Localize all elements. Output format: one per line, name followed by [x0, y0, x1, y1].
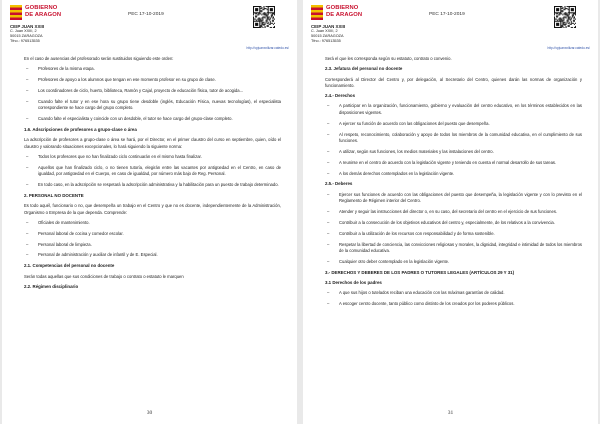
dash-bullet: –	[26, 182, 29, 188]
list-item-text: Respetar la libertad de conciencia, las convicciones religiosas y morales, la dignidad, integridad e intimidad de todos los miembros de la comunidad educativa.	[339, 241, 582, 253]
page-number: 30	[146, 410, 153, 416]
list-item-text: Personal de administración y auxiliar de infantil y de E. Especial.	[38, 252, 158, 258]
list-item	[325, 220, 582, 226]
list-item	[24, 99, 281, 112]
section-heading: 2.4.- Derechos	[325, 93, 356, 99]
list-item-text: Cualquier otro deber contemplado en la legislación vigente.	[339, 258, 450, 264]
list-item	[325, 121, 582, 127]
section-heading: 1.6. Adscripciones de profesores a grupo-clase o área	[24, 127, 137, 133]
dash-bullet: –	[327, 230, 330, 236]
address-line: C. Juan XXIII, 2	[10, 29, 37, 33]
dash-bullet: –	[327, 103, 330, 109]
list-item	[325, 103, 582, 116]
postcode-line: 50015 ZARAGOZA	[311, 34, 344, 38]
dash-bullet: –	[327, 159, 330, 165]
postcode-line: 50015 ZARAGOZA	[10, 34, 43, 38]
logo-line-2: DE ARAGON	[25, 12, 62, 18]
list-item	[24, 66, 281, 72]
list-item-text: Profesores de la misma etapa.	[38, 66, 95, 72]
list-item-text: Contribuir a la utilización de los recursos con responsabilidad y de forma sostenible.	[339, 230, 495, 236]
school-address	[311, 24, 345, 44]
list-item-text: A reunirse en el centro de acuerdo con la legislación vigente y teniendo en cuenta el normal desarrollo de sus tareas.	[339, 159, 557, 165]
logo-line-1: GOBIERNO	[326, 5, 359, 11]
document-page-right	[303, 0, 598, 424]
pec-date: PEC 17-10-2019	[429, 12, 465, 17]
list-item-text: A escoger centro docente, tanto público como distinto de los creados por los poderes públicos.	[339, 301, 515, 307]
pec-date: PEC 17-10-2019	[128, 12, 164, 17]
address-line: C. Juan XXIII, 2	[311, 29, 338, 33]
dash-bullet: –	[26, 88, 29, 94]
list-item	[325, 290, 582, 296]
list-item	[325, 231, 582, 237]
list-item-text: Personal laboral de cocina y comedor escolar.	[38, 230, 124, 236]
list-item	[24, 231, 281, 237]
dash-bullet: –	[327, 301, 330, 307]
list-item-text: Cuando falte el tutor y en ese hora su grupo tiene desdoble (inglés, Educación Física, nuevas tecnologías), el especialista correspondiente se hace cargo del grupo completo.	[38, 98, 281, 111]
section-heading: 3.1 Derechos de los padres	[325, 279, 382, 285]
list-item-text: Aquellos que han finalizado ciclo, o no tienen tutoría, elegirán entre las vacantes por antigüedad en el Centro, en caso de igualdad, por antigüedad en el Cuerpo, en caso de igualdad, por número más bajo de Reg. Personal.	[38, 164, 281, 177]
list-item	[24, 242, 281, 248]
list-item	[24, 182, 281, 188]
paragraph: Será el que les corresponda según su estatuto, contrato o convenio.	[325, 56, 452, 61]
list-item	[24, 252, 281, 258]
phone-line: Tfno.: 976513535	[311, 39, 341, 43]
list-item	[325, 160, 582, 166]
aragon-flag-icon	[10, 5, 22, 20]
list-item-text: A utilizar, según sus funciones, los medios materiales y las instalaciones del centro.	[339, 148, 494, 154]
paragraph: Corresponderá al Director del Centro y, por delegación, al Secretario del Centro, quienes darán las normas de organización y funcionamiento.	[325, 76, 582, 88]
list-item	[24, 116, 281, 122]
dash-bullet: –	[327, 120, 330, 126]
list-item-text: A que sus hijos o tutelados reciban una educación con las máximas garantías de calidad.	[339, 290, 505, 296]
list-item	[24, 220, 281, 226]
logo-line-2: DE ARAGON	[326, 12, 363, 18]
dash-bullet: –	[327, 148, 330, 154]
section-heading: 2.2. Régimen disciplinario	[24, 283, 79, 289]
school-address	[10, 24, 44, 44]
phone-line: Tfno.: 976513535	[10, 39, 40, 43]
list-item-text: Los coordinadores de ciclo, huerto, biblioteca, Ramón y Cajal, proyecto de educación física, tutor de acogida...	[38, 88, 244, 94]
list-item-text: Al respeto, reconocimiento, colaboración y apoyo de todos los miembros de la comunidad educativa, en el cumplimiento de sus funciones.	[339, 131, 582, 143]
list-item	[325, 242, 582, 255]
dash-bullet: –	[327, 219, 330, 225]
dash-bullet: –	[327, 191, 330, 197]
dash-bullet: –	[26, 164, 29, 170]
paragraph: Serán todas aquellas que sus condiciones de trabajo o contrato o estatuto le marquen	[24, 273, 184, 279]
dash-bullet: –	[26, 98, 29, 104]
paragraph: En el caso de ausencias del profesorado serán sustituidos siguiendo este orden:	[24, 56, 174, 61]
document-page-left	[2, 0, 297, 424]
school-url-link[interactable]: http://cpjuanxxiiizar.catedu.es/	[547, 46, 590, 50]
section-heading: 2.1. Competencias del personal no docente	[24, 263, 115, 269]
list-item	[24, 165, 281, 178]
page-body	[24, 56, 281, 294]
section-heading: 2. PERSONAL NO DOCENTE	[24, 192, 84, 198]
list-item	[325, 132, 582, 145]
list-item	[24, 77, 281, 83]
list-item-text: Contribuir a la consecución de los objetivos educativos del centro y, especialmente, de los relativos a la convivencia.	[339, 219, 555, 225]
dash-bullet: –	[26, 153, 29, 159]
list-item	[325, 171, 582, 177]
dash-bullet: –	[26, 241, 29, 247]
list-item	[24, 154, 281, 160]
list-item-text: Ejercer sus funciones de acuerdo con las obligaciones del puesto que desempeña, la legislación vigente y con lo previsto en el Reglamento de Régimen interior del Centro.	[339, 191, 582, 204]
list-item-text: A participar en la organización, funcionamiento, gobierno y evaluación del centro educativo, en los términos establecidos en las disposiciones vigentes.	[339, 103, 582, 115]
list-item	[24, 88, 281, 94]
section-heading: 2.3. Jefatura del personal no docente	[325, 66, 403, 72]
dash-bullet: –	[26, 77, 29, 83]
list-item-text: Atender y seguir las instrucciones del director o, en su caso, del secretario del centro en el ejercicio de sus funciones.	[339, 208, 558, 214]
page-header	[311, 4, 590, 50]
dash-bullet: –	[26, 66, 29, 72]
school-url-link[interactable]: http://cpjuanxxiiizar.catedu.es/	[246, 46, 289, 50]
list-item	[325, 149, 582, 155]
dash-bullet: –	[327, 241, 330, 247]
qr-code-icon	[554, 6, 576, 28]
list-item-text: Personal laboral de limpieza.	[38, 241, 92, 247]
logo-line-1: GOBIERNO	[25, 5, 58, 11]
section-heading: 3.- DERECHOS Y DEBERES DE LOS PADRES O TUTORES LEGALES (ARTÍCULOS 29 Y 31)	[325, 269, 515, 275]
list-item-text: Todos los profesores que no han finalizado ciclo continuarán en el mismo hasta finalizar.	[38, 153, 202, 159]
dash-bullet: –	[327, 208, 330, 214]
dash-bullet: –	[26, 252, 29, 258]
qr-code-icon	[253, 6, 275, 28]
section-heading: 2.5.- Deberes	[325, 181, 353, 187]
page-body	[325, 56, 582, 312]
list-item	[325, 259, 582, 265]
list-item	[325, 301, 582, 307]
list-item-text: Profesores de apoyo a los alumnos que tengan en ese momento profesor en su grupo de clase.	[38, 77, 216, 83]
gobierno-aragon-logo	[311, 4, 395, 22]
list-item-text: A ejercer su función de acuerdo con las obligaciones del puesto que desempeña.	[339, 120, 490, 126]
dash-bullet: –	[327, 170, 330, 176]
dash-bullet: –	[26, 219, 29, 225]
school-name: CEIP JUAN XXIII	[311, 24, 346, 29]
list-item-text: Oficiales de mantenimiento.	[38, 219, 90, 225]
dash-bullet: –	[26, 116, 29, 122]
dash-bullet: –	[327, 131, 330, 137]
school-name: CEIP JUAN XXIII	[10, 24, 45, 29]
paragraph: Es todo aquél, funcionario o no, que desempeña un trabajo en el Centro y que no es docente, independientemente de la Administración, Organismo o Empresa de la que dependa. Comprende:	[24, 203, 281, 215]
dash-bullet: –	[327, 258, 330, 264]
page-header	[10, 4, 289, 50]
page-number: 31	[447, 410, 454, 416]
aragon-flag-icon	[311, 5, 323, 20]
list-item	[325, 192, 582, 205]
list-item-text: En todo caso, en la adscripción se respetará la adscripción administrativa y la habilitación para un puesto de trabajo determinado.	[38, 182, 279, 188]
list-item-text: A los demás derechos contemplados en la legislación vigente.	[339, 170, 455, 176]
gobierno-aragon-logo	[10, 4, 94, 22]
list-item	[325, 209, 582, 215]
dash-bullet: –	[327, 290, 330, 296]
list-item-text: Cuando falte el especialista y coincide con un desdoble, el tutor se hace cargo del grupo-clase completo.	[38, 116, 233, 122]
dash-bullet: –	[26, 230, 29, 236]
paragraph: La adscripción de profesores a grupo-clase o área se hará, por el Director, en el primer claustro del curso en septiembre, quien, oído el claustro y valorando situaciones excepcionales, lo hará siguiendo la siguiente norma:	[24, 137, 281, 149]
